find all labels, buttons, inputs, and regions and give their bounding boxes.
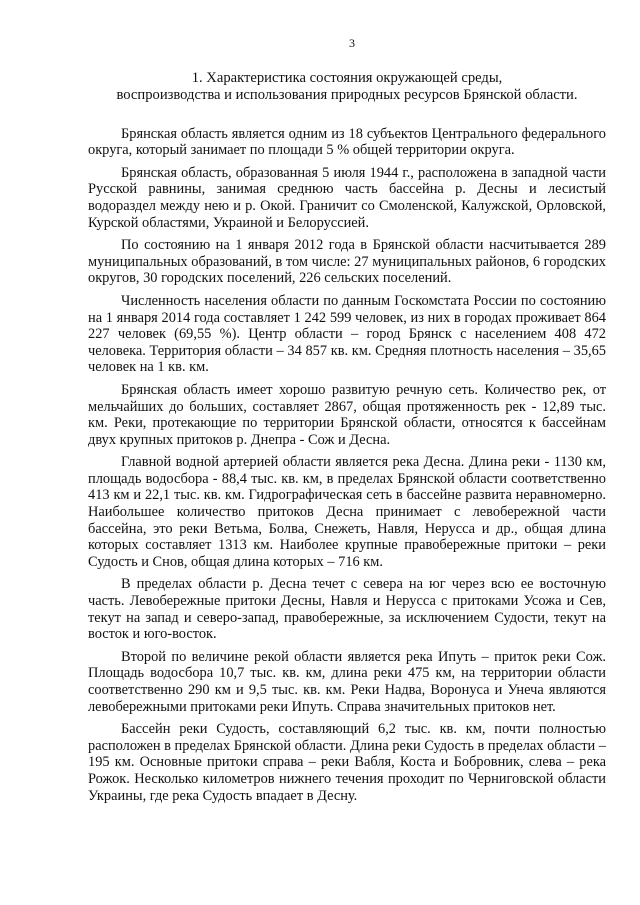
paragraph-population: Численность населения области по данным Госкомстата России по состоянию на 1 января 2014 года составляет 1 242 599 человек, из них в городах проживает 864 227 человек (69,55 %). Центр области – город Брянск с населением 408 472 человека. Территория области – 34 857 кв. км. Средняя плотность населения – 35,65 человек на 1 кв. км. bbox=[88, 292, 606, 376]
paragraph-municipalities: По состоянию на 1 января 2012 года в Брянской области насчитывается 289 муниципальных образований, в том числе: 27 муниципальных районов, 6 городских округов, 30 городских поселений, 226 сельских поселений. bbox=[88, 237, 606, 287]
paragraph-iput-river: Второй по величине рекой области является река Ипуть – приток реки Сож. Площадь водосбора 10,7 тыс. кв. км, длина реки 475 км, на территории области соответственно 290 км и 9,5 тыс. кв. км. Реки Надва, Воронуса и Унеча являются левобережными притоками реки Ипуть. Справа значительных притоков нет. bbox=[88, 648, 606, 715]
page-number: 3 bbox=[349, 36, 355, 50]
paragraph-desna-river: Главной водной артерией области является река Десна. Длина реки - 1130 км, площадь водосбора - 88,4 тыс. кв. км, в пределах Брянской области соответственно 413 км и 22,1 тыс. кв. км. Гидрографическая сеть в бассейне развита неравномерно. Наибольшее количество притоков Десна принимает с левобережной части бассейна, это реки Ветьма, Болва, Снежеть, Навля, Нерусса и др., общая длина которых составляет 1313 км. Наиболее крупные правобережные притоки – реки Судость и Снов, общая длина которых – 716 км. bbox=[88, 454, 606, 570]
section-heading-line-2: воспроизводства и использования природных ресурсов Брянской области. bbox=[116, 86, 578, 103]
section-heading-line-1: 1. Характеристика состояния окружающей среды, bbox=[191, 70, 503, 86]
section-heading bbox=[88, 70, 606, 104]
paragraph-federal-district: Брянская область является одним из 18 субъектов Центрального федерального округа, который занимает по площади 5 % общей территории округа. bbox=[88, 125, 606, 159]
paragraph-desna-tributaries: В пределах области р. Десна течет с севера на юг через всю ее восточную часть. Левобережные притоки Десны, Навля и Нерусса с притоками Усожа и Сев, текут на запад и северо-запад, правобережные, за исключением Судости, текут на восток и юго-восток. bbox=[88, 576, 606, 643]
paragraph-river-network: Брянская область имеет хорошо развитую речную сеть. Количество рек, от мельчайших до больших, составляет 2867, общая протяженность рек - 12,89 тыс. км. Реки, протекающие по территории Брянской области, относятся к бассейнам двух крупных притоков р. Днепра - Сож и Десна. bbox=[88, 381, 606, 448]
paragraph-sudost-river: Бассейн реки Судость, составляющий 6,2 тыс. кв. км, почти полностью расположен в пределах Брянской области. Длина реки Судость в пределах области – 195 км. Основные притоки справа – реки Вабля, Коста и Бобровник, слева – река Рожок. Несколько километров нижнего течения проходит по Черниговской области Украины, где река Судость впадает в Десну. bbox=[88, 721, 606, 804]
paragraph-geography: Брянская область, образованная 5 июля 1944 г., расположена в западной части Русской равнины, занимая среднюю часть бассейна р. Десны и лесистый водораздел между нею и р. Окой. Граничит со Смоленской, Калужской, Орловской, Курской областями, Украиной и Белоруссией. bbox=[88, 164, 606, 231]
